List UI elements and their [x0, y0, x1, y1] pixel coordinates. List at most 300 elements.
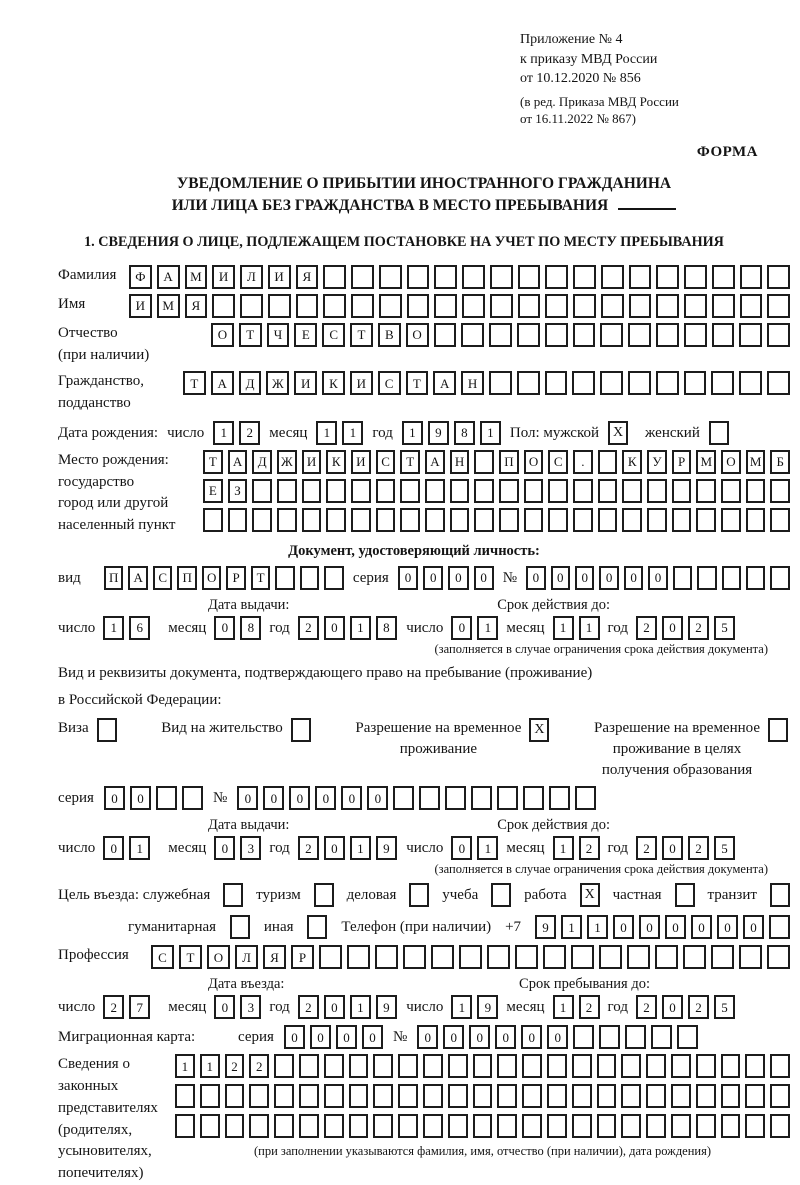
cell	[740, 294, 763, 318]
cell: 0	[547, 1025, 568, 1049]
cell: З	[228, 479, 248, 503]
cell: 2	[249, 1054, 269, 1078]
id-doc-limited-note: (заполняется в случае ограничения срока действия документа)	[434, 641, 768, 656]
cell	[274, 1054, 294, 1078]
cell	[672, 479, 692, 503]
valid-until-label: Срок действия до:	[497, 596, 610, 613]
cell: В	[378, 323, 401, 347]
cell: 5	[714, 836, 735, 860]
cell	[471, 786, 492, 810]
row-birth-date	[58, 421, 790, 445]
cell	[473, 1054, 493, 1078]
cell: А	[211, 371, 234, 395]
cell: О	[211, 323, 234, 347]
cell: 2	[298, 995, 319, 1019]
cell	[376, 479, 396, 503]
purpose-tourism-checkbox	[314, 883, 334, 907]
cell: 2	[636, 995, 657, 1019]
cell: А	[157, 265, 180, 289]
cell	[497, 1054, 517, 1078]
annex-line: Приложение № 4	[520, 32, 623, 47]
cell: А	[425, 450, 445, 474]
cell	[497, 1114, 517, 1138]
cell	[400, 479, 420, 503]
cell	[373, 1054, 393, 1078]
purpose-official-label: Цель въезда: служебная	[58, 887, 211, 904]
entry-month-cells	[214, 995, 261, 1019]
cell: 9	[376, 836, 397, 860]
cell: Я	[296, 265, 319, 289]
cell	[349, 1114, 369, 1138]
row-entry-purpose	[58, 883, 790, 907]
cell	[746, 566, 765, 590]
cell: С	[548, 450, 568, 474]
surname-cells	[129, 265, 790, 289]
cell: И	[268, 265, 291, 289]
cell	[745, 1054, 765, 1078]
cell	[647, 508, 667, 532]
cell: 2	[579, 995, 600, 1019]
citizenship-cells	[183, 371, 790, 395]
cell: 2	[688, 995, 709, 1019]
right-doc-date-headers	[58, 815, 790, 836]
cell: 0	[237, 786, 258, 810]
birth-place-cells-1	[203, 450, 790, 474]
cell: М	[185, 265, 208, 289]
cell	[299, 1114, 319, 1138]
cell	[524, 479, 544, 503]
issue-date-label: Дата выдачи:	[208, 596, 290, 613]
cell: 0	[324, 836, 345, 860]
row-id-doc	[58, 566, 790, 590]
cell: Д	[239, 371, 262, 395]
cell: 0	[691, 915, 712, 939]
cell	[175, 1114, 195, 1138]
right-doc-text-2: в Российской Федерации:	[58, 692, 222, 709]
cell	[473, 1084, 493, 1108]
cell	[684, 323, 707, 347]
cell	[200, 1084, 220, 1108]
cell	[326, 479, 346, 503]
cell: 0	[214, 995, 235, 1019]
cell	[459, 945, 482, 969]
cell	[711, 945, 734, 969]
purpose-study-checkbox	[491, 883, 511, 907]
stay-until-label: Срок пребывания до:	[519, 976, 650, 993]
cell: 0	[367, 786, 388, 810]
id-issue-year-cells	[298, 616, 397, 640]
purpose-tourism-label: туризм	[256, 887, 301, 904]
rd-valid-year-cells	[636, 836, 735, 860]
number-label: №	[213, 790, 228, 807]
cell	[423, 1114, 443, 1138]
cell	[622, 508, 642, 532]
cell	[671, 1114, 691, 1138]
cell	[600, 371, 623, 395]
cell	[721, 508, 741, 532]
cell: С	[376, 450, 396, 474]
cell	[597, 1054, 617, 1078]
cell: И	[350, 371, 373, 395]
issue-date-label: Дата выдачи:	[208, 817, 290, 834]
number-label: №	[392, 1029, 408, 1046]
cell: 0	[575, 566, 594, 590]
cell: А	[128, 566, 147, 590]
stay-year-cells	[636, 995, 735, 1019]
cell	[671, 1054, 691, 1078]
cell	[398, 1114, 418, 1138]
valid-until-label: Срок действия до:	[497, 817, 610, 834]
migration-card-label: Миграционная карта:	[58, 1029, 196, 1046]
cell	[299, 1084, 319, 1108]
cell: 0	[662, 616, 683, 640]
cell: Б	[770, 450, 790, 474]
cell: 8	[376, 616, 397, 640]
patronymic-label: Отчество (при наличии)	[58, 324, 150, 363]
cell	[769, 915, 790, 939]
cell	[175, 1084, 195, 1108]
rvp-checkbox: X	[529, 718, 549, 742]
profession-cells	[151, 945, 790, 969]
cell	[419, 786, 440, 810]
cell: П	[104, 566, 123, 590]
cell: 1	[587, 915, 608, 939]
cell: Т	[400, 450, 420, 474]
birth-month-cells	[316, 421, 363, 445]
sex-male-checkbox: X	[608, 421, 628, 445]
cell	[299, 1054, 319, 1078]
cell	[547, 1114, 567, 1138]
cell: 0	[443, 1025, 464, 1049]
cell	[621, 1084, 641, 1108]
cell: 1	[477, 836, 498, 860]
cell	[431, 945, 454, 969]
row-given-name	[58, 294, 790, 318]
given-name-cells	[129, 294, 790, 318]
cell: 9	[376, 995, 397, 1019]
cell: О	[406, 323, 429, 347]
cell	[302, 508, 322, 532]
cell: 0	[263, 786, 284, 810]
cell: 0	[613, 915, 634, 939]
mc-number-cells	[417, 1025, 698, 1049]
cell	[739, 323, 762, 347]
cell	[598, 479, 618, 503]
cell	[628, 371, 651, 395]
cell	[351, 265, 374, 289]
entry-day-cells	[103, 995, 150, 1019]
cell	[696, 479, 716, 503]
cell	[349, 1084, 369, 1108]
cell: О	[524, 450, 544, 474]
cell	[407, 265, 430, 289]
cell	[349, 1054, 369, 1078]
cell	[522, 1054, 542, 1078]
cell	[296, 294, 319, 318]
representatives-cells-1	[175, 1054, 790, 1078]
cell: Т	[183, 371, 206, 395]
cell: Ж	[277, 450, 297, 474]
cell	[434, 265, 457, 289]
phone-label: Телефон (при наличии)	[341, 919, 492, 936]
cell	[770, 479, 790, 503]
purpose-humanitarian-checkbox	[230, 915, 250, 939]
cell	[448, 1084, 468, 1108]
representatives-cells-2	[175, 1084, 790, 1108]
cell	[545, 323, 568, 347]
cell: 0	[310, 1025, 331, 1049]
row-purpose-2-phone	[58, 915, 790, 939]
cell: Ч	[267, 323, 290, 347]
rd-valid-month-cells	[553, 836, 600, 860]
year-label: год	[372, 424, 393, 441]
id-valid-year-cells	[636, 616, 735, 640]
cell	[599, 1025, 620, 1049]
cell	[522, 1084, 542, 1108]
sex-female-checkbox	[709, 421, 729, 445]
cell	[545, 294, 568, 318]
cell	[379, 294, 402, 318]
cell: О	[207, 945, 230, 969]
row-surname	[58, 265, 790, 289]
cell: 0	[336, 1025, 357, 1049]
cell: 0	[423, 566, 443, 590]
cell	[474, 450, 494, 474]
representatives-cells-3	[175, 1114, 790, 1138]
cell	[571, 945, 594, 969]
cell	[629, 294, 652, 318]
purpose-work-checkbox: X	[580, 883, 600, 907]
day-label: число	[167, 424, 205, 441]
cell: 2	[688, 836, 709, 860]
cell: 3	[240, 836, 261, 860]
rd-issue-day-cells	[103, 836, 150, 860]
cell: 0	[639, 915, 660, 939]
visa-label: Виза	[58, 720, 89, 737]
cell: 3	[240, 995, 261, 1019]
right-doc-limited-note: (заполняется в случае ограничения срока действия документа)	[434, 862, 768, 877]
purpose-humanitarian-label: гуманитарная	[128, 919, 217, 936]
cell	[598, 450, 618, 474]
cell	[517, 371, 540, 395]
cell: О	[721, 450, 741, 474]
cell: Ж	[266, 371, 289, 395]
sex-female-label: женский	[645, 424, 700, 441]
id-issue-month-cells	[214, 616, 261, 640]
cell: 0	[717, 915, 738, 939]
cell	[770, 1084, 790, 1108]
row-entry-dates: число 2 7 месяц 0 3 год 2 0 1 9 число 1 9 месяц 1 2 год 2 0 2 5	[58, 995, 790, 1019]
cell: Я	[263, 945, 286, 969]
cell	[712, 265, 735, 289]
cell: 1	[200, 1054, 220, 1078]
cell	[182, 786, 203, 810]
cell	[523, 786, 544, 810]
cell	[722, 566, 741, 590]
edition-line: (в ред. Приказа МВД России	[520, 93, 679, 109]
cell: О	[202, 566, 221, 590]
cell: У	[647, 450, 667, 474]
cell: 7	[129, 995, 150, 1019]
cell: 0	[624, 566, 643, 590]
cell	[655, 945, 678, 969]
cell	[770, 508, 790, 532]
cell	[573, 1025, 594, 1049]
cell	[746, 479, 766, 503]
cell: И	[294, 371, 317, 395]
cell	[522, 1114, 542, 1138]
cell	[767, 294, 790, 318]
cell	[326, 508, 346, 532]
cell	[646, 1114, 666, 1138]
representatives-note: (при заполнении указываются фамилия, имя, отчество (при наличии), дата рождения)	[253, 1144, 712, 1159]
cell: П	[499, 450, 519, 474]
purpose-transit-label: транзит	[707, 887, 757, 904]
cell	[739, 371, 762, 395]
cell: 0	[521, 1025, 542, 1049]
cell	[277, 479, 297, 503]
id-valid-day-cells	[451, 616, 498, 640]
phone-prefix: +7	[505, 919, 522, 936]
cell	[489, 323, 512, 347]
cell: Н	[450, 450, 470, 474]
cell	[249, 1084, 269, 1108]
cell	[445, 786, 466, 810]
cell: 1	[213, 421, 234, 445]
cell	[548, 508, 568, 532]
purpose-work-label: работа	[524, 887, 567, 904]
cell	[434, 323, 457, 347]
entry-year-cells	[298, 995, 397, 1019]
cell: Р	[672, 450, 692, 474]
cell: 1	[579, 616, 600, 640]
given-name-label: Имя	[58, 295, 86, 312]
cell	[324, 1054, 344, 1078]
cell	[671, 1084, 691, 1108]
cell	[249, 1114, 269, 1138]
cell: 2	[636, 836, 657, 860]
row-birth-place	[58, 450, 790, 537]
cell	[400, 508, 420, 532]
document-title	[58, 173, 790, 218]
cell	[696, 508, 716, 532]
cell	[499, 479, 519, 503]
cell	[746, 508, 766, 532]
cell	[683, 945, 706, 969]
cell	[487, 945, 510, 969]
cell	[656, 265, 679, 289]
cell: 0	[214, 616, 235, 640]
cell	[656, 371, 679, 395]
cell	[228, 508, 248, 532]
cell: 0	[417, 1025, 438, 1049]
cell	[745, 1084, 765, 1108]
cell: 8	[240, 616, 261, 640]
cell	[711, 371, 734, 395]
representatives-block	[58, 1054, 790, 1185]
cell: 5	[714, 995, 735, 1019]
cell: 0	[289, 786, 310, 810]
purpose-private-checkbox	[675, 883, 695, 907]
series-label: серия	[58, 790, 94, 807]
cell: Е	[294, 323, 317, 347]
cell	[425, 479, 445, 503]
row-right-doc-dates: число 0 1 месяц 0 3 год 2 0 1 9 число 0 1 месяц 1 2 год 2 0 2 5	[58, 836, 790, 860]
cell: Р	[291, 945, 314, 969]
cell	[423, 1084, 443, 1108]
cell	[274, 1114, 294, 1138]
cell: 6	[129, 616, 150, 640]
cell	[573, 479, 593, 503]
cell	[572, 371, 595, 395]
rvp-education-item	[594, 718, 788, 781]
cell: 2	[103, 995, 124, 1019]
cell: 0	[341, 786, 362, 810]
cell	[203, 508, 223, 532]
visa-checkbox	[97, 718, 117, 742]
cell: 0	[648, 566, 667, 590]
cell	[696, 1054, 716, 1078]
cell	[770, 1054, 790, 1078]
cell	[518, 294, 541, 318]
cell: 1	[129, 836, 150, 860]
cell: С	[151, 945, 174, 969]
cell: Т	[350, 323, 373, 347]
purpose-business-checkbox	[409, 883, 429, 907]
cell: 0	[214, 836, 235, 860]
cell	[379, 265, 402, 289]
cell	[225, 1084, 245, 1108]
cell	[347, 945, 370, 969]
cell: К	[622, 450, 642, 474]
cell	[684, 265, 707, 289]
form-word: ФОРМА	[696, 143, 758, 160]
cell	[393, 786, 414, 810]
cell: 9	[477, 995, 498, 1019]
cell: .	[573, 450, 593, 474]
purpose-other-checkbox	[307, 915, 327, 939]
cell: 2	[225, 1054, 245, 1078]
cell: И	[351, 450, 371, 474]
cell: 1	[316, 421, 337, 445]
cell	[225, 1114, 245, 1138]
cell	[601, 265, 624, 289]
cell	[673, 566, 692, 590]
cell	[319, 945, 342, 969]
cell	[767, 265, 790, 289]
cell: А	[433, 371, 456, 395]
cell: П	[177, 566, 196, 590]
cell: 1	[175, 1054, 195, 1078]
cell: Ф	[129, 265, 152, 289]
cell: 0	[469, 1025, 490, 1049]
rvp-label: Разрешение на временное проживание	[355, 720, 522, 758]
cell	[450, 479, 470, 503]
cell: 1	[342, 421, 363, 445]
cell	[547, 1054, 567, 1078]
surname-label: Фамилия	[58, 266, 117, 283]
cell: 1	[480, 421, 501, 445]
title-blank-line	[618, 196, 676, 210]
cell: 0	[448, 566, 468, 590]
cell	[572, 1114, 592, 1138]
cell: М	[157, 294, 180, 318]
cell: 1	[553, 616, 574, 640]
cell: 1	[350, 995, 371, 1019]
cell	[647, 479, 667, 503]
cell	[573, 508, 593, 532]
cell	[684, 371, 707, 395]
